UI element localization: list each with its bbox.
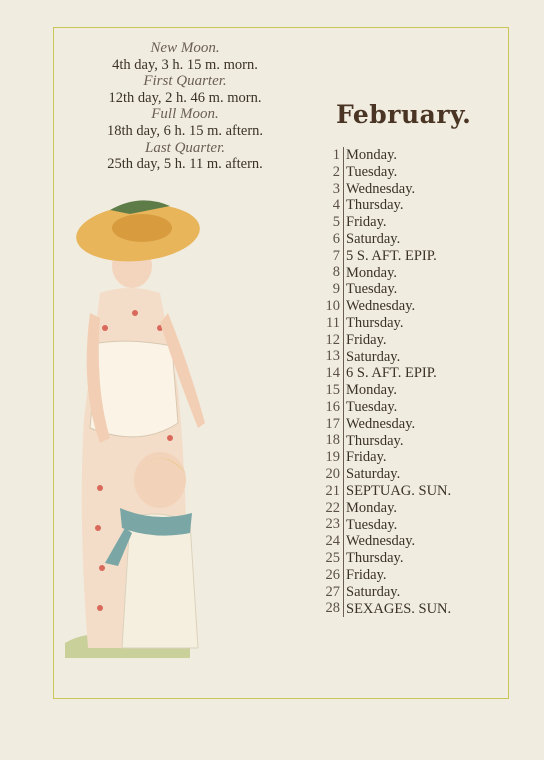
day-number: 25 <box>325 550 340 567</box>
day-row <box>318 147 488 164</box>
day-number: 6 <box>332 230 340 247</box>
day-row <box>318 214 488 231</box>
day-number: 2 <box>332 163 340 180</box>
day-number: 7 <box>332 247 340 264</box>
moon-time-new: 4th day, 3 h. 15 m. morn. <box>112 56 258 73</box>
day-number: 13 <box>325 348 340 365</box>
day-name: Saturday. <box>343 466 400 483</box>
day-row <box>318 584 488 601</box>
day-name: Wednesday. <box>343 298 415 315</box>
day-name: Thursday. <box>343 433 403 450</box>
day-row <box>318 533 488 550</box>
day-number: 27 <box>325 583 340 600</box>
day-row <box>318 281 488 298</box>
day-name: Tuesday. <box>343 164 397 181</box>
day-number: 8 <box>332 264 340 281</box>
day-name: Tuesday. <box>343 281 397 298</box>
day-row <box>318 164 488 181</box>
day-row <box>318 315 488 332</box>
day-row <box>318 550 488 567</box>
day-row <box>318 349 488 366</box>
day-row <box>318 248 488 265</box>
day-number: 20 <box>325 466 340 483</box>
day-name: Friday. <box>343 214 387 231</box>
day-list <box>318 147 488 617</box>
day-row <box>318 500 488 517</box>
moon-time-last: 25th day, 5 h. 11 m. aftern. <box>107 156 263 173</box>
day-number: 16 <box>325 398 340 415</box>
day-number: 28 <box>325 600 340 617</box>
day-row <box>318 298 488 315</box>
day-number: 21 <box>325 482 340 499</box>
day-number: 11 <box>326 314 340 331</box>
day-name: Friday. <box>343 332 387 349</box>
day-row <box>318 197 488 214</box>
day-name: SEXAGES. SUN. <box>343 601 451 618</box>
day-name: Wednesday. <box>343 533 415 550</box>
day-row <box>318 517 488 534</box>
moon-label-new: New Moon. <box>150 40 220 56</box>
day-number: 3 <box>332 180 340 197</box>
day-number: 22 <box>325 499 340 516</box>
moon-phases <box>70 40 300 173</box>
day-number: 1 <box>332 146 340 163</box>
day-number: 5 <box>332 214 340 231</box>
day-name: Thursday. <box>343 550 403 567</box>
day-number: 19 <box>325 449 340 466</box>
day-name: Thursday. <box>343 197 403 214</box>
day-name: Wednesday. <box>343 416 415 433</box>
month-title: February. <box>336 100 472 129</box>
day-name: Tuesday. <box>343 399 397 416</box>
day-row <box>318 601 488 618</box>
day-number: 24 <box>325 533 340 550</box>
day-number: 17 <box>325 415 340 432</box>
day-row <box>318 433 488 450</box>
day-name: Friday. <box>343 567 387 584</box>
day-number: 14 <box>325 365 340 382</box>
day-name: Monday. <box>343 500 397 517</box>
moon-label-full: Full Moon. <box>151 106 219 123</box>
day-name: Friday. <box>343 449 387 466</box>
moon-time-full: 18th day, 6 h. 15 m. aftern. <box>106 122 264 139</box>
day-number: 15 <box>325 382 340 399</box>
day-number: 12 <box>325 331 340 348</box>
day-name: Monday. <box>343 382 397 399</box>
day-name: SEPTUAG. SUN. <box>343 483 451 500</box>
moon-label-first: First Quarter. <box>143 73 227 90</box>
day-name: 6 S. AFT. EPIP. <box>343 365 437 382</box>
day-row <box>318 416 488 433</box>
day-name: Thursday. <box>343 315 403 332</box>
day-row <box>318 332 488 349</box>
day-name: Saturday. <box>343 231 400 248</box>
day-row <box>318 449 488 466</box>
day-number: 18 <box>325 432 340 449</box>
day-row <box>318 483 488 500</box>
day-name: Saturday. <box>343 349 400 366</box>
day-name: 5 S. AFT. EPIP. <box>343 248 437 265</box>
day-row <box>318 231 488 248</box>
day-number: 9 <box>332 281 340 298</box>
day-row <box>318 466 488 483</box>
day-name: Wednesday. <box>343 181 415 198</box>
day-name: Saturday. <box>343 584 400 601</box>
day-number: 4 <box>332 197 340 214</box>
moon-time-first: 12th day, 2 h. 46 m. morn. <box>108 89 262 106</box>
day-number: 26 <box>325 566 340 583</box>
day-row <box>318 265 488 282</box>
day-name: Monday. <box>343 265 397 282</box>
girl-and-child-illustration <box>60 188 240 668</box>
day-row <box>318 399 488 416</box>
moon-label-last: Last Quarter. <box>144 139 226 156</box>
day-row <box>318 365 488 382</box>
day-name: Tuesday. <box>343 517 397 534</box>
day-row <box>318 382 488 399</box>
day-name: Monday. <box>343 147 397 164</box>
day-row <box>318 181 488 198</box>
day-row <box>318 567 488 584</box>
day-number: 23 <box>325 516 340 533</box>
day-number: 10 <box>325 298 340 315</box>
